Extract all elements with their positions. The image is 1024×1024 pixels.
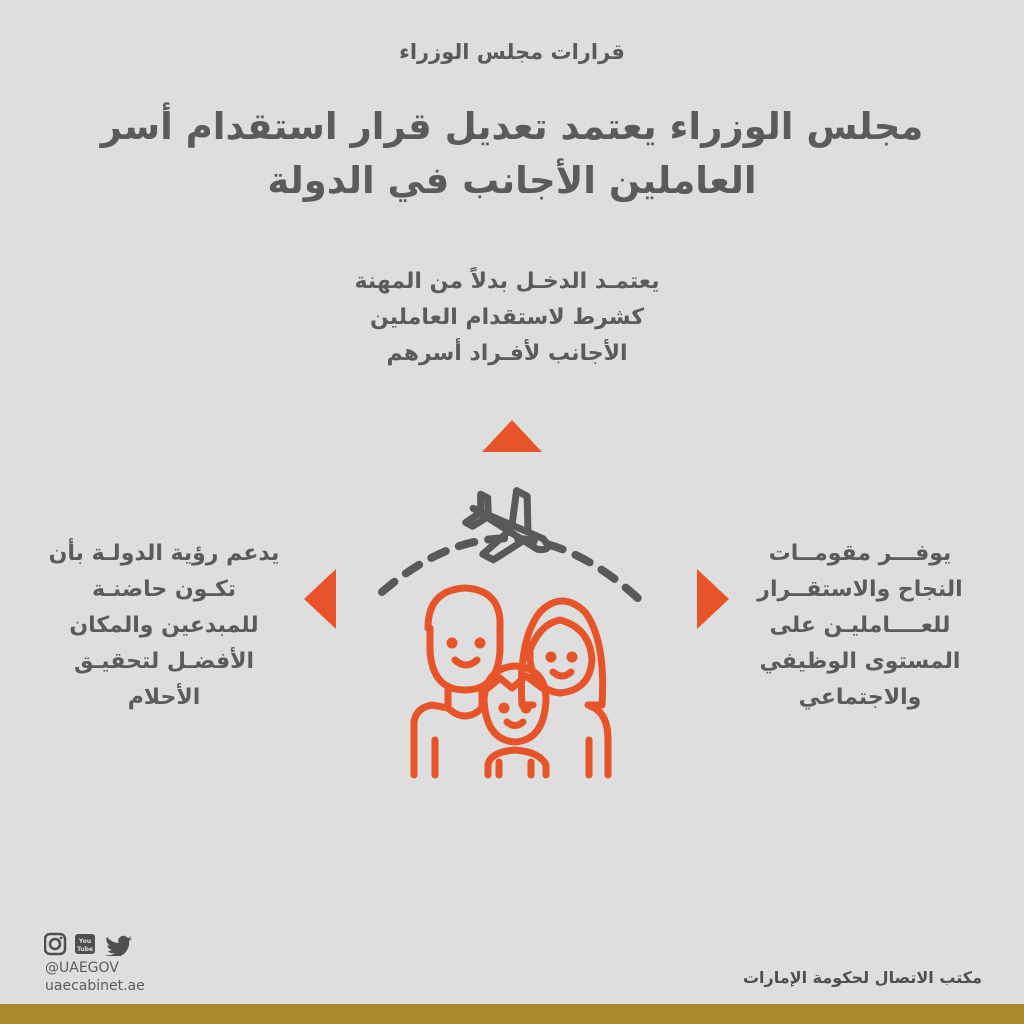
point-text-top: يعتمـد الدخـل بدلاً من المهنة كشرط لاستقدام العاملين الأجانب لأفـراد أسرهم — [354, 269, 660, 366]
twitter-icon[interactable] — [105, 936, 132, 956]
airplane-icon — [456, 477, 564, 580]
website-link[interactable]: uaecabinet.ae — [45, 978, 145, 994]
arrow-right-icon — [697, 569, 729, 629]
instagram-icon[interactable] — [45, 934, 65, 954]
arrow-up-icon — [482, 420, 542, 452]
family-icon — [414, 588, 608, 775]
point-text-left: يدعم رؤية الدولـة بأن تكـون حاضنـة للمبدعين والمكان الأفضـل لتحقيـق الأحلام — [48, 541, 280, 710]
arrow-left-icon — [304, 569, 336, 629]
point-text-right: يوفـــر مقومــات النجاح والاستقــرار للعــــامليـن على المستوى الوظيفي والاجتماعي — [757, 541, 963, 710]
page-title: مجلس الوزراء يعتمد تعديل قرار استقدام أسر العاملين الأجانب في الدولة — [100, 105, 924, 202]
kicker-title: قرارات مجلس الوزراء — [399, 40, 625, 64]
youtube-label-bottom: Tube — [76, 946, 94, 953]
youtube-label-top: You — [78, 938, 92, 945]
social-handle[interactable]: @UAEGOV — [45, 960, 119, 976]
bottom-bar — [0, 1004, 1024, 1024]
organization-name: مكتب الاتصال لحكومة الإمارات — [742, 968, 982, 987]
social-icons — [44, 932, 140, 956]
youtube-icon[interactable] — [75, 934, 95, 954]
